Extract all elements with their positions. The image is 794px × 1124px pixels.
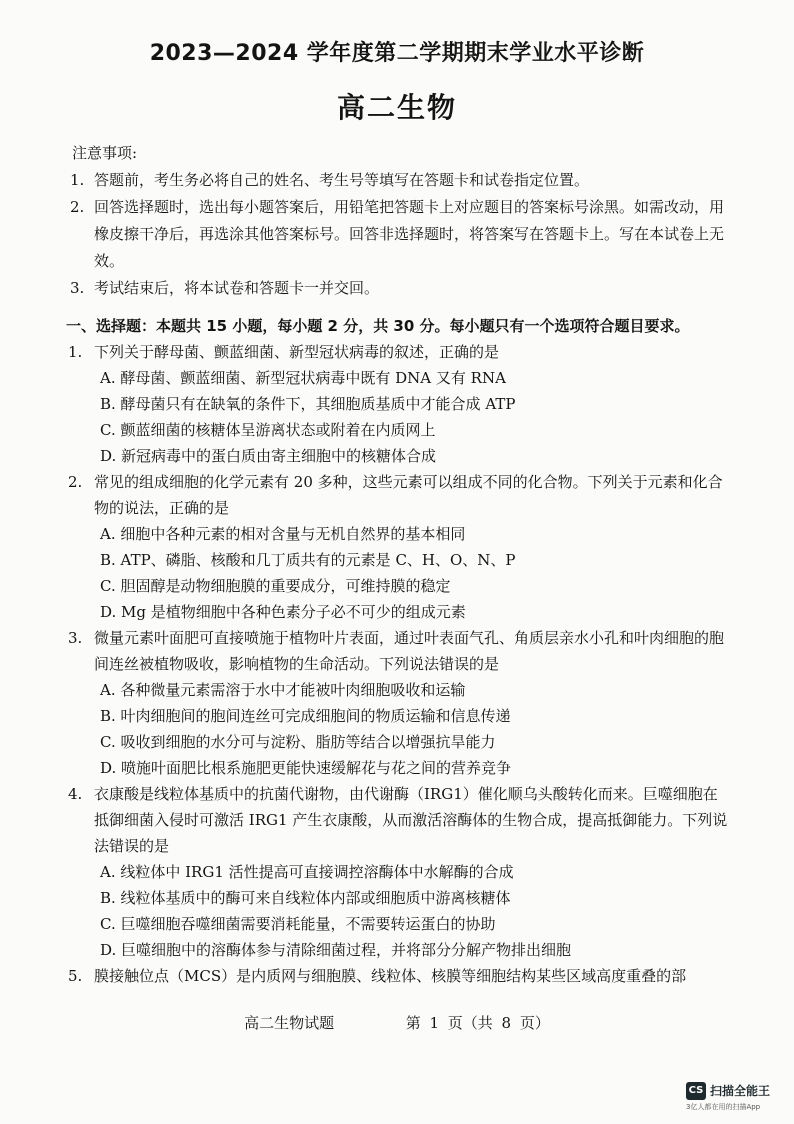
footer-subject: 高二生物试题 — [244, 1014, 335, 1032]
option: C. 吸收到细胞的水分可与淀粉、脂肪等结合以增强抗旱能力 — [100, 733, 496, 751]
option: B. ATP、磷脂、核酸和几丁质共有的元素是 C、H、O、N、P — [100, 551, 516, 569]
note-text: 答题前，考生务必将自己的姓名、考生号等填写在答题卡和试卷指定位置。 — [94, 171, 590, 189]
section-heading: 一、选择题：本题共 15 小题，每小题 2 分，共 30 分。每小题只有一个选项符合题目要求。 — [66, 317, 690, 335]
question-number: 1. — [68, 343, 83, 361]
note-text: 回答选择题时，选出每小题答案后，用铅笔把答题卡上对应题目的答案标号涂黑。如需改动，用橡皮擦干净后，再选涂其他答案标号。回答非选择题时，将答案写在答题卡上。写在本试卷上无效。 — [94, 198, 725, 270]
option: D. 新冠病毒中的蛋白质由寄主细胞中的核糖体合成 — [100, 447, 437, 465]
note-number: 2. — [70, 198, 85, 216]
question-number: 3. — [68, 629, 83, 647]
note-number: 1. — [70, 171, 85, 189]
exam-title: 2023—2024 学年度第二学期期末学业水平诊断 — [149, 41, 645, 66]
scanner-watermark — [686, 1080, 786, 1116]
question-stem: 下列关于酵母菌、颤蓝细菌、新型冠状病毒的叙述，正确的是 — [94, 343, 500, 361]
option: B. 酵母菌只有在缺氧的条件下，其细胞质基质中才能合成 ATP — [100, 395, 516, 413]
question-stem: 膜接触位点（MCS）是内质网与细胞膜、线粒体、核膜等细胞结构某些区域高度重叠的部 — [94, 967, 687, 985]
note-item — [70, 275, 730, 302]
question-stem: 衣康酸是线粒体基质中的抗菌代谢物，由代谢酶（IRG1）催化顺乌头酸转化而来。巨噬细胞在抵御细菌入侵时可激活 IRG1 产生衣康酸，从而激活溶酶体的生物合成，提高抵御能力。下列说法错误的是 — [94, 785, 728, 855]
option: B. 叶肉细胞间的胞间连丝可完成细胞间的物质运输和信息传递 — [100, 707, 511, 725]
note-number: 3. — [70, 279, 85, 297]
question — [68, 469, 728, 521]
subject-title: 高二生物 — [336, 91, 457, 124]
option: A. 线粒体中 IRG1 活性提高可直接调控溶酶体中水解酶的合成 — [100, 863, 514, 881]
question-number: 2. — [68, 473, 83, 491]
option: A. 酵母菌、颤蓝细菌、新型冠状病毒中既有 DNA 又有 RNA — [100, 369, 506, 387]
camscanner-logo-icon: CS — [686, 1082, 706, 1100]
page-footer — [0, 1012, 794, 1033]
note-text: 考试结束后，将本试卷和答题卡一并交回。 — [94, 279, 380, 297]
option: C. 胆固醇是动物细胞膜的重要成分，可维持膜的稳定 — [100, 577, 451, 595]
option: D. Mg 是植物细胞中各种色素分子必不可少的组成元素 — [100, 603, 466, 621]
question-number: 5. — [68, 967, 83, 985]
question — [68, 625, 728, 677]
notes-heading: 注意事项: — [72, 144, 138, 162]
question — [68, 339, 728, 365]
option: C. 巨噬细胞吞噬细菌需要消耗能量，不需要转运蛋白的协助 — [100, 915, 496, 933]
option: A. 各种微量元素需溶于水中才能被叶肉细胞吸收和运输 — [100, 681, 466, 699]
notes — [70, 140, 730, 302]
option: D. 巨噬细胞中的溶酶体参与清除细菌过程，并将部分分解产物排出细胞 — [100, 941, 572, 959]
option: A. 细胞中各种元素的相对含量与无机自然界的基本相同 — [100, 525, 466, 543]
option: D. 喷施叶面肥比根系施肥更能快速缓解花与花之间的营养竞争 — [100, 759, 512, 777]
watermark-tagline: 3亿人都在用的扫描App — [686, 1103, 761, 1111]
question-number: 4. — [68, 785, 83, 803]
option: B. 线粒体基质中的酶可来自线粒体内部或细胞质中游离核糖体 — [100, 889, 511, 907]
question-list — [68, 339, 728, 989]
question-stem: 微量元素叶面肥可直接喷施于植物叶片表面，通过叶表面气孔、角质层亲水小孔和叶肉细胞的胞间连丝被植物吸收，影响植物的生命活动。下列说法错误的是 — [94, 629, 725, 673]
watermark-name: 扫描全能王 — [710, 1084, 771, 1098]
footer-page-number: 第 1 页（共 8 页） — [405, 1014, 550, 1032]
question-stem: 常见的组成细胞的化学元素有 20 多种，这些元素可以组成不同的化合物。下列关于元素和化合物的说法，正确的是 — [94, 473, 723, 517]
note-item — [70, 194, 730, 275]
question — [68, 781, 728, 859]
question — [68, 963, 728, 989]
option: C. 颤蓝细菌的核糖体呈游离状态或附着在内质网上 — [100, 421, 436, 439]
note-item — [70, 167, 730, 194]
